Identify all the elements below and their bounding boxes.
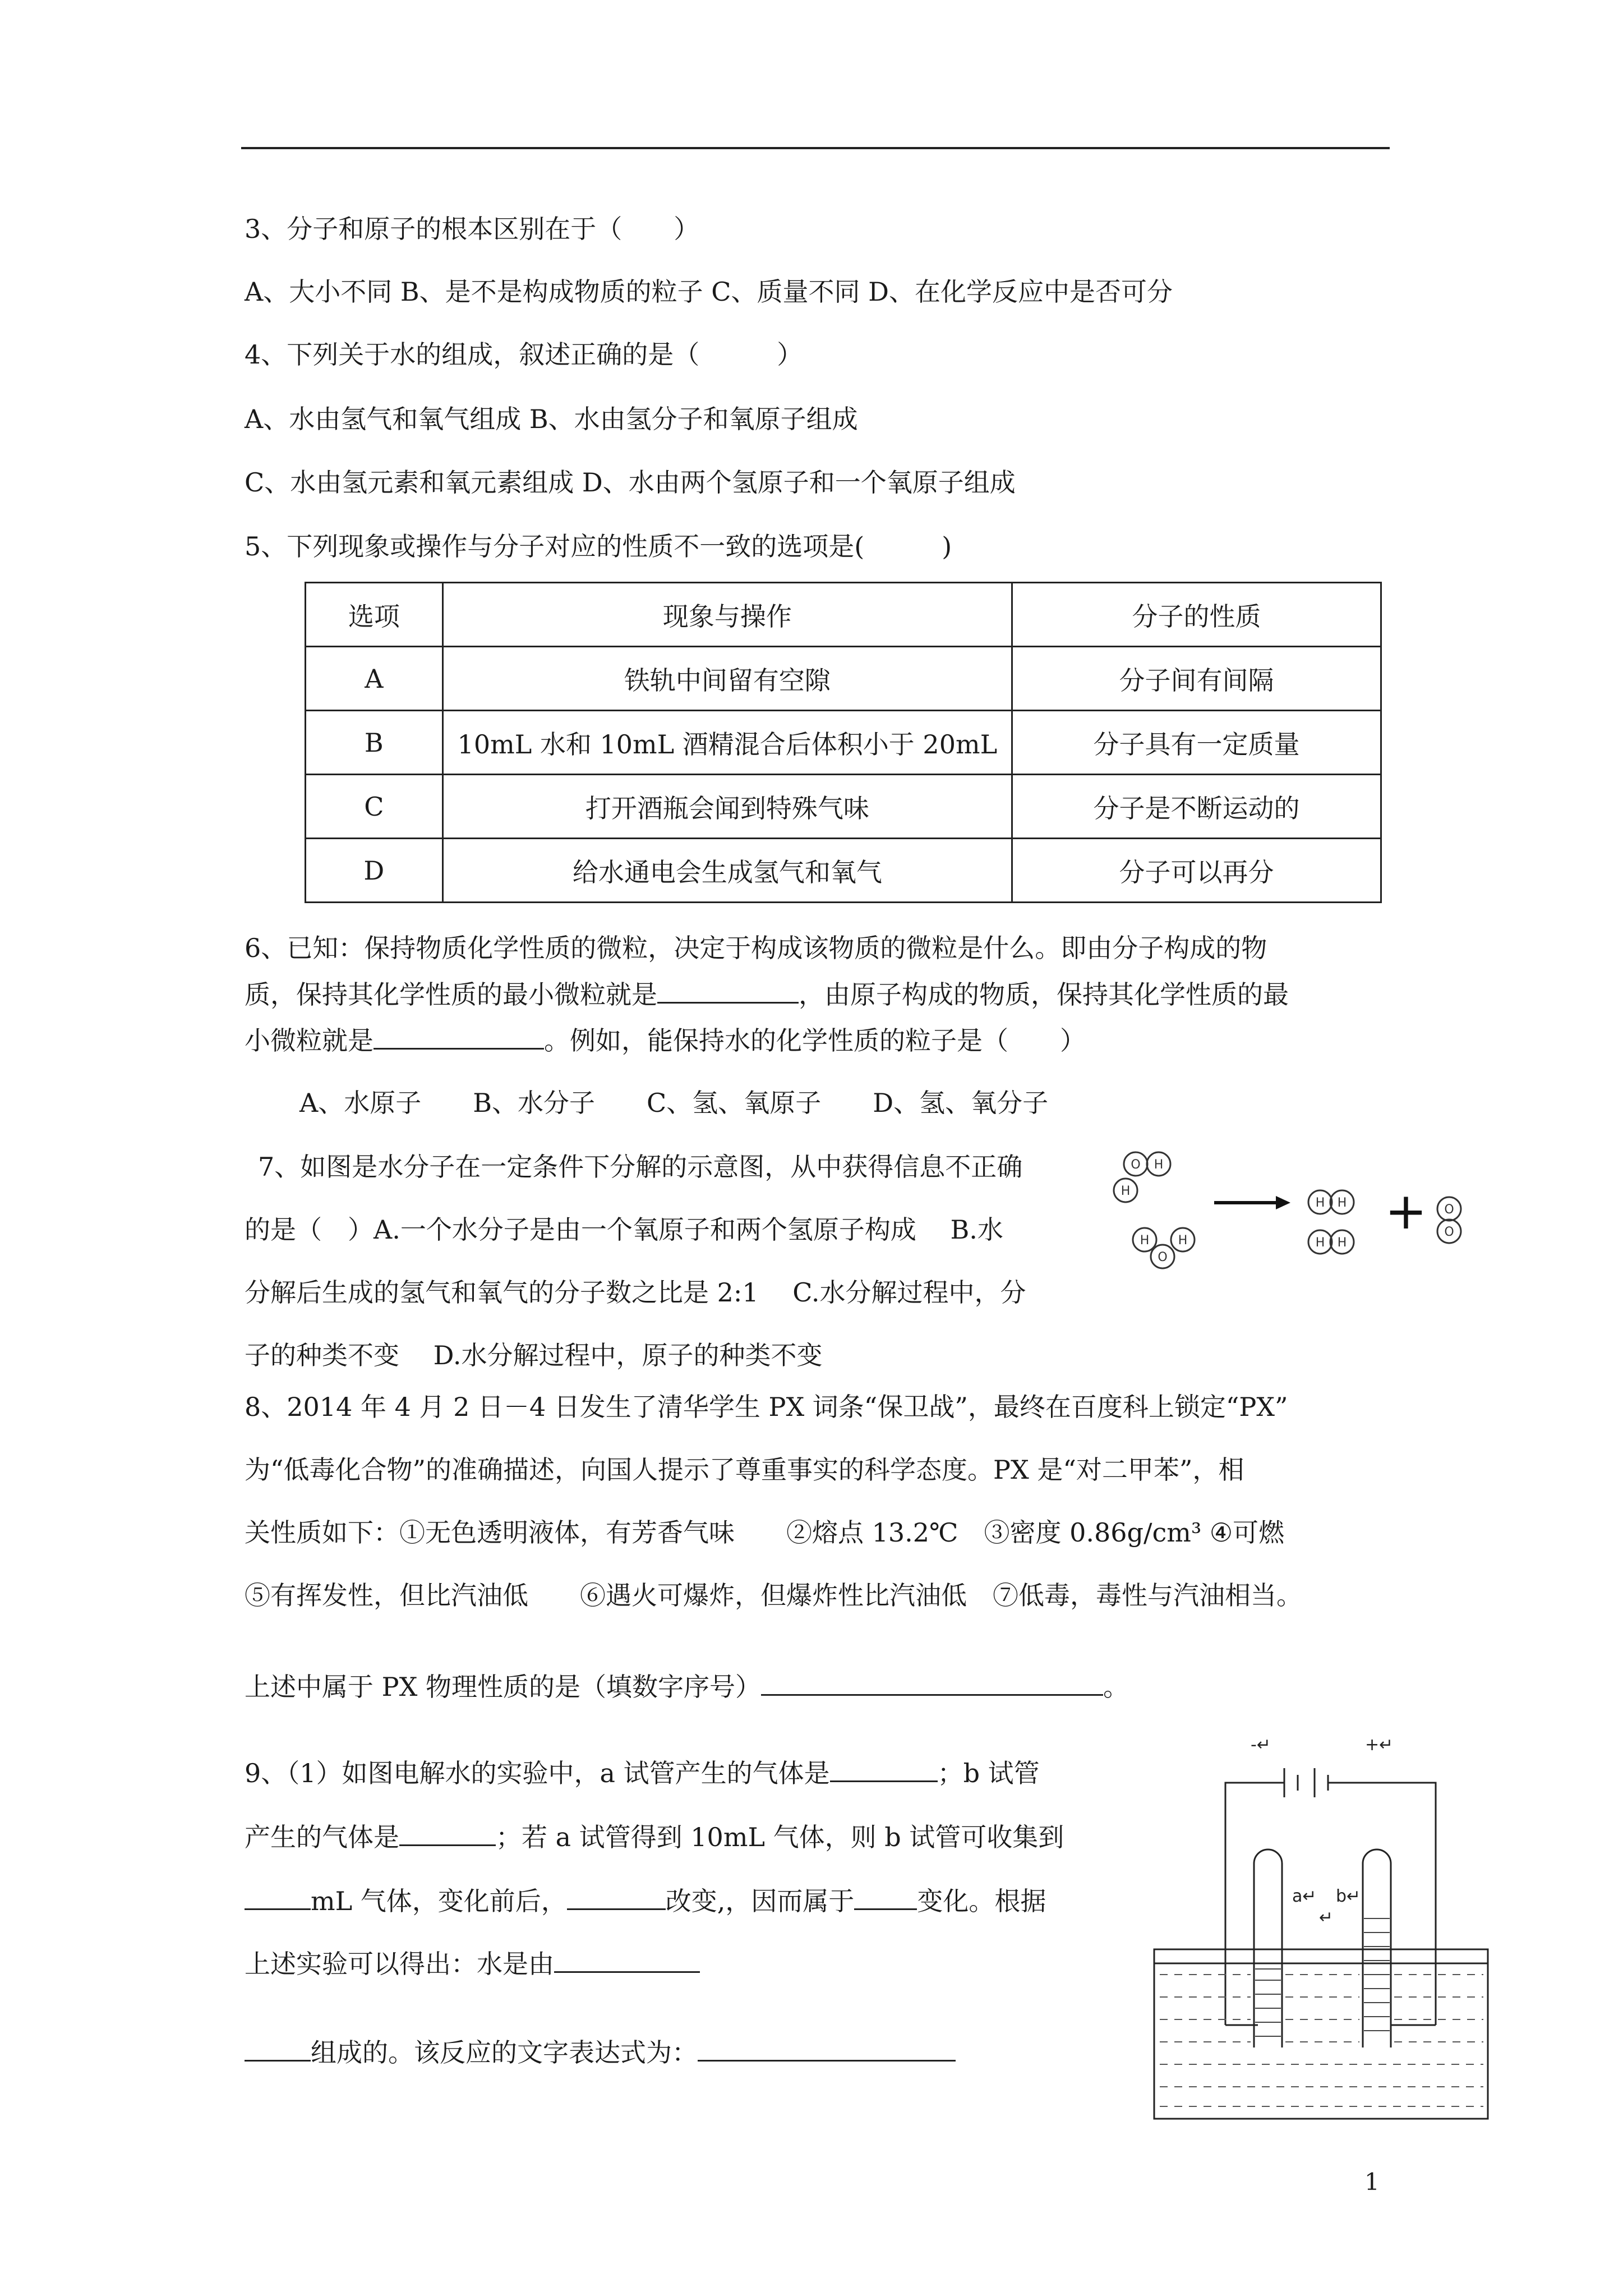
hydrogen-atom: H [1154,1158,1164,1172]
answer-blank[interactable] [854,1884,917,1910]
q6-text: ，由原子构成的物质，保持其化学性质的最 [799,979,1289,1010]
table-header-cell: 分子的性质 [1012,583,1381,647]
q8-text: 上述中属于 PX 物理性质的是（填数字序号） [245,1672,761,1702]
oxygen-atom: O [1444,1203,1454,1217]
q3-options: A、大小不同 B、是不是构成物质的粒子 C、质量不同 D、在化学反应中是否可分 [245,277,1173,307]
answer-blank[interactable] [657,977,799,1004]
table-cell: 10mL 水和 10mL 酒精混合后体积小于 20mL [442,711,1012,775]
hydrogen-atom: H [1121,1184,1131,1198]
q9-line-4 [245,1947,700,1981]
q6-text: 小微粒就是 [245,1025,374,1056]
q8-line-2: 为“低毒化合物”的准确描述，向国人提示了尊重事实的科学态度。PX 是“对二甲苯”，相 [245,1455,1244,1485]
q9-text: 9、（1）如图电解水的实验中，a 试管产生的气体是 [245,1758,830,1788]
table-cell: 分子具有一定质量 [1012,711,1381,775]
q7-line-3: 分解后生成的氢气和氧气的分子数之比是 2:1 C.水分解过程中，分 [245,1277,1026,1308]
table-header-cell: 现象与操作 [442,583,1012,647]
negative-terminal-label: -↵ [1251,1735,1271,1755]
table-cell: 分子可以再分 [1012,839,1381,903]
table-cell: 打开酒瓶会闻到特殊气味 [442,775,1012,839]
q5-table [305,582,1382,903]
answer-blank[interactable] [374,1023,544,1050]
q9-text: 组成的。该反应的文字表达式为： [311,2037,698,2068]
q8-text: 。 [1103,1672,1129,1702]
q9-text: 改变,，因而属于 [665,1886,855,1916]
q6-options: A、水原子 B、水分子 C、氢、氧原子 D、氢、氧分子 [299,1088,1049,1118]
q9-line-3 [245,1884,1046,1918]
table-row [306,711,1381,775]
answer-blank[interactable] [761,1669,1103,1696]
q7-line-1: 7、如图是水分子在一定条件下分解的示意图，从中获得信息不正确 [258,1152,1023,1182]
tube-a-label: a↵ [1292,1887,1317,1906]
table-header-cell: 选项 [306,583,443,647]
reaction-arrow [1214,1196,1290,1209]
header-rule [241,147,1390,149]
table-cell: A [306,647,443,711]
q7-line-4: 子的种类不变 D.水分解过程中，原子的种类不变 [245,1340,823,1370]
answer-blank[interactable] [245,2035,311,2062]
q8-line-4: ⑤有挥发性，但比汽油低 ⑥遇火可爆炸，但爆炸性比汽油低 ⑦低毒，毒性与汽油相当。 [245,1580,1302,1611]
q9-text: ；b 试管 [937,1758,1040,1788]
electrolysis-apparatus-diagram [1144,1733,1503,2120]
q9-line-5 [245,2035,956,2069]
q6-line-2 [245,977,1289,1011]
positive-terminal-label: +↵ [1365,1735,1394,1755]
answer-blank[interactable] [698,2035,956,2062]
q9-line-1 [245,1756,1040,1790]
table-row [306,647,1381,711]
hydrogen-atom: H [1140,1234,1150,1248]
hydrogen-atom: H [1337,1196,1347,1210]
answer-blank[interactable] [554,1947,700,1973]
table-cell: C [306,775,443,839]
q8-line-5 [245,1669,1129,1704]
oxygen-atom: O [1158,1250,1168,1264]
answer-blank[interactable] [399,1820,496,1846]
q4-stem: 4、下列关于水的组成，叙述正确的是（ ） [245,339,803,370]
table-cell: 分子间有间隔 [1012,647,1381,711]
plus-sign: + [1385,1182,1427,1241]
table-cell: 铁轨中间留有空隙 [442,647,1012,711]
water-decomposition-diagram [1108,1144,1489,1279]
q9-text: ；若 a 试管得到 10mL 气体，则 b 试管可收集到 [496,1822,1064,1852]
table-cell: 分子是不断运动的 [1012,775,1381,839]
q6-text: 。例如，能保持水的化学性质的粒子是（ ） [544,1025,1086,1056]
q8-line-1: 8、2014 年 4 月 2 日－4 日发生了清华学生 PX 词条“保卫战”，最终在百度科上锁定“PX” [245,1392,1288,1422]
q9-text: mL 气体，变化前后， [311,1886,567,1916]
table-cell: D [306,839,443,903]
answer-blank[interactable] [245,1884,311,1910]
answer-blank[interactable] [567,1884,666,1910]
page-number: 1 [1364,2168,1380,2196]
hydrogen-atom: H [1178,1234,1188,1248]
q3-stem: 3、分子和原子的根本区别在于（ ） [245,214,700,244]
answer-blank[interactable] [830,1756,938,1782]
oxygen-atom: O [1131,1158,1141,1172]
table-header-row [306,583,1381,647]
q8-line-3: 关性质如下：①无色透明液体，有芳香气味 ②熔点 13.2℃ ③密度 0.86g/cm³ ④可燃 [245,1517,1285,1548]
q6-line-1: 6、已知：保持物质化学性质的微粒，决定于构成该物质的微粒是什么。即由分子构成的物 [245,933,1267,963]
table-row [306,839,1381,903]
table-cell: B [306,711,443,775]
table-row [306,775,1381,839]
q5-stem: 5、下列现象或操作与分子对应的性质不一致的选项是( ) [245,531,952,562]
line-mark: ↵ [1319,1908,1334,1927]
q4-options-2: C、水由氢元素和氧元素组成 D、水由两个氢原子和一个氧原子组成 [245,467,1016,498]
q7-line-2: 的是（ ）A.一个水分子是由一个氧原子和两个氢原子构成 B.水 [245,1214,1003,1245]
hydrogen-atom: H [1315,1196,1325,1210]
q9-text: 变化。根据 [917,1886,1046,1916]
tube-b-label: b↵ [1336,1887,1361,1906]
hydrogen-atom: H [1337,1236,1347,1250]
q9-text: 上述实验可以得出：水是由 [245,1949,554,1979]
q6-text: 质，保持其化学性质的最小微粒就是 [245,979,657,1010]
q6-line-3 [245,1023,1086,1057]
table-cell: 给水通电会生成氢气和氧气 [442,839,1012,903]
q9-line-2 [245,1820,1064,1854]
oxygen-atom: O [1444,1225,1454,1239]
q9-text: 产生的气体是 [245,1822,399,1852]
q4-options-1: A、水由氢气和氧气组成 B、水由氢分子和氧原子组成 [245,404,858,434]
hydrogen-atom: H [1315,1236,1325,1250]
